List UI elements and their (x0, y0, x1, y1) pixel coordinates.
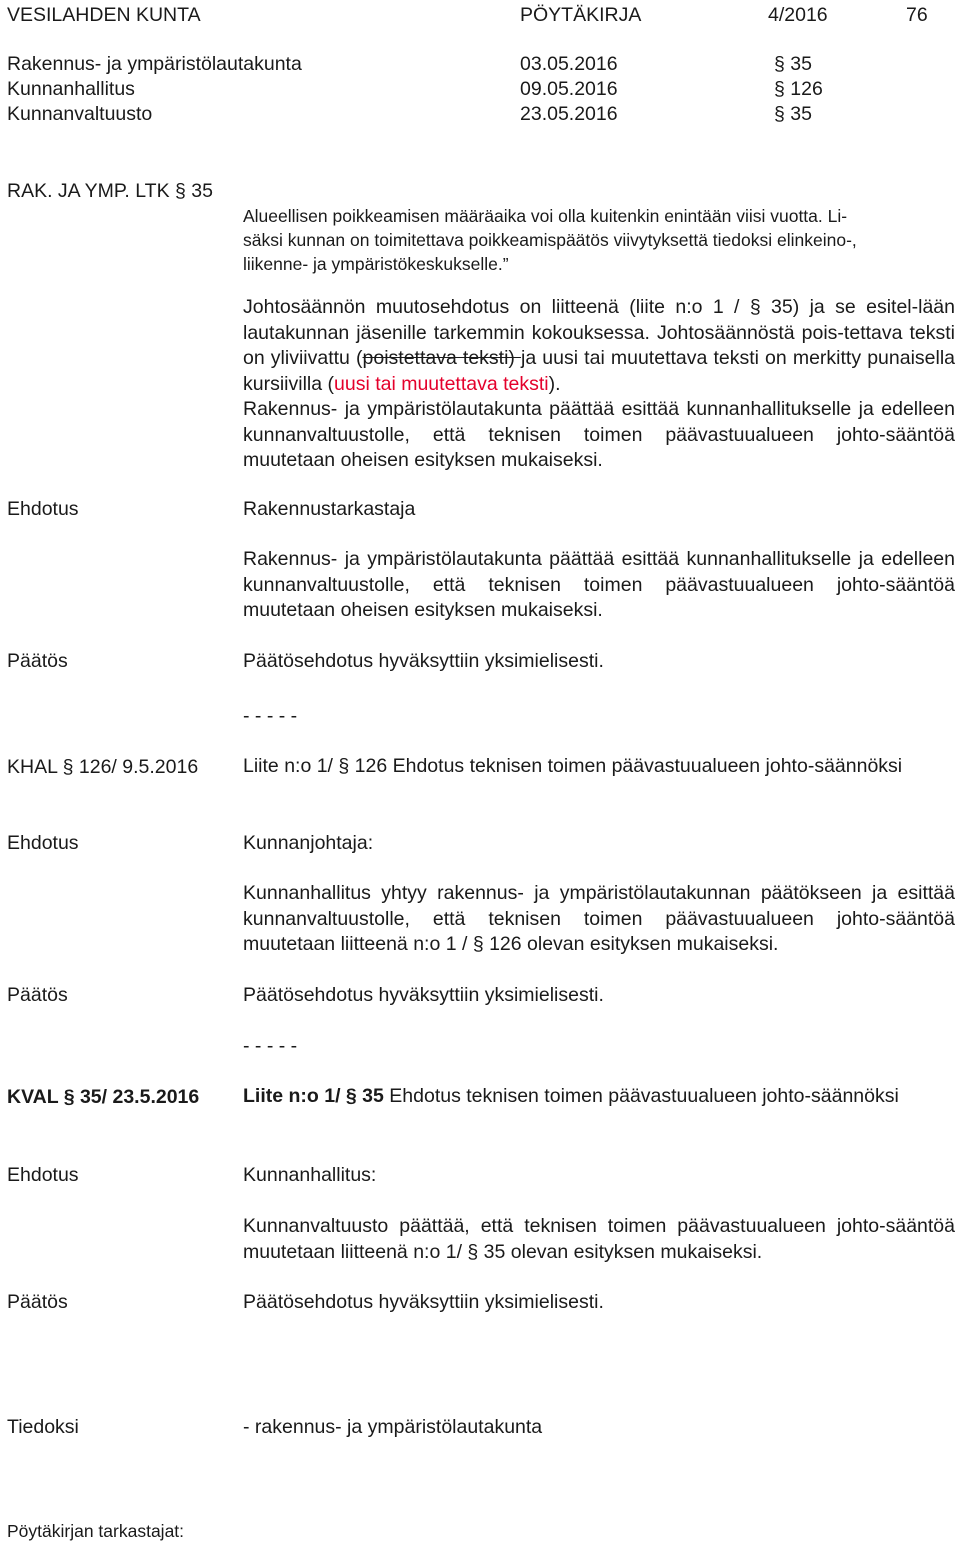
proposer: Kunnanhallitus: (243, 1164, 377, 1186)
section-heading-kval: KVAL § 35/ 23.5.2016 (7, 1086, 200, 1108)
proposer: Rakennustarkastaja (243, 498, 416, 520)
decision-text: Päätösehdotus hyväksyttiin yksimielisesti. (243, 1291, 604, 1313)
body-date: 03.05.2016 (520, 53, 618, 75)
cc-value: - rakennus- ja ympäristölautakunta (243, 1416, 543, 1438)
decision-text: Päätösehdotus hyväksyttiin yksimielisesti. (243, 650, 604, 672)
proposal-text: Kunnanhallitus yhtyy rakennus- ja ympäristölautakunnan päätökseen ja esittää kunnanvaltuustolle, että teknisen toimen päävastuualueen johto-sääntöä muutetaan liitteenä n:o 1 / § 126 olevan esityksen mukaiseksi. (243, 882, 955, 955)
body-paragraph: § 35 (774, 53, 812, 75)
kval-title (243, 1084, 955, 1110)
ltk-resolution-paragraph: Rakennus- ja ympäristölautakunta päättää esittää kunnanhallitukselle ja edelleen kunnanvaltuustolle, että teknisen toimen päävastuualueen johto-sääntöä muutetaan oheisen esityksen mukaiseksi. (243, 398, 955, 471)
proposal-label: Ehdotus (7, 832, 79, 854)
reviewers-label: Pöytäkirjan tarkastajat: (7, 1521, 185, 1541)
proposal-text: Rakennus- ja ympäristölautakunta päättää esittää kunnanhallitukselle ja edelleen kunnanvaltuustolle, että teknisen toimen päävastuualueen johto-sääntöä muutetaan oheisen esityksen mukaiseksi. (243, 548, 955, 621)
decision-text: Päätösehdotus hyväksyttiin yksimielisesti. (243, 984, 604, 1006)
body-name: Kunnanvaltuusto (7, 103, 153, 125)
attachment-text-2: ja uusi tai muutettava teksti on merkitty punaisella kursiivilla ( (243, 347, 956, 395)
kval-title-rest: Ehdotus teknisen toimen päävastuualueen johto-säännöksi (383, 1085, 899, 1107)
body-date: 23.05.2016 (520, 103, 618, 125)
kval-title-bold: Liite n:o 1/ § 35 (243, 1085, 384, 1107)
section-heading-ltk: RAK. JA YMP. LTK § 35 (7, 180, 213, 202)
org-name: VESILAHDEN KUNTA (7, 4, 201, 26)
decision-label: Päätös (7, 650, 68, 672)
decision-label: Päätös (7, 1291, 68, 1313)
ltk-paragraph-line: säksi kunnan on toimitettava poikkeamispäätös viivytyksettä tiedoksi elinkeino-, (243, 230, 857, 250)
section-heading-khal: KHAL § 126/ 9.5.2016 (7, 756, 199, 778)
body-name: Kunnanhallitus (7, 78, 135, 100)
khal-title: Liite n:o 1/ § 126 Ehdotus teknisen toimen päävastuualueen johto-säännöksi (243, 755, 903, 777)
ltk-paragraph-line: Alueellisen poikkeamisen määräaika voi olla kuitenkin enintään viisi vuotta. Li- (243, 206, 848, 226)
proposal-label: Ehdotus (7, 1164, 79, 1186)
body-name: Rakennus- ja ympäristölautakunta (7, 53, 302, 75)
proposal-label: Ehdotus (7, 498, 79, 520)
separator: - - - - - (243, 705, 298, 727)
attachment-text-end: ). (548, 372, 561, 395)
body-date: 09.05.2016 (520, 78, 618, 100)
decision-label: Päätös (7, 984, 68, 1006)
body-paragraph: § 126 (774, 78, 823, 100)
doc-type: PÖYTÄKIRJA (520, 4, 642, 26)
doc-number: 4/2016 (768, 4, 828, 26)
attachment-text: Johtosäännön muutosehdotus on liitteenä (liite n:o 1 / § 35) ja se esitel-lään lautakunnan jäsenille tarkemmin kokouksessa. Johtosäännöstä pois-tettava teksti on yliviivattu ( (243, 296, 955, 369)
strikethrough-example: poistettava teksti) (362, 347, 522, 369)
separator: - - - - - (243, 1035, 298, 1057)
body-paragraph: § 35 (774, 103, 812, 125)
proposal-text: Kunnanvaltuusto päättää, että teknisen toimen päävastuualueen johto-sääntöä muutetaan liitteenä n:o 1/ § 35 olevan esityksen mukaiseksi. (243, 1215, 955, 1263)
proposer: Kunnanjohtaja: (243, 832, 374, 854)
cc-label: Tiedoksi (7, 1416, 79, 1438)
red-text-example: uusi tai muutettava teksti (334, 372, 549, 395)
page-number: 76 (906, 4, 928, 26)
ltk-paragraph-line: liikenne- ja ympäristökeskukselle.” (243, 254, 509, 274)
ltk-attachment-paragraph (243, 295, 955, 397)
